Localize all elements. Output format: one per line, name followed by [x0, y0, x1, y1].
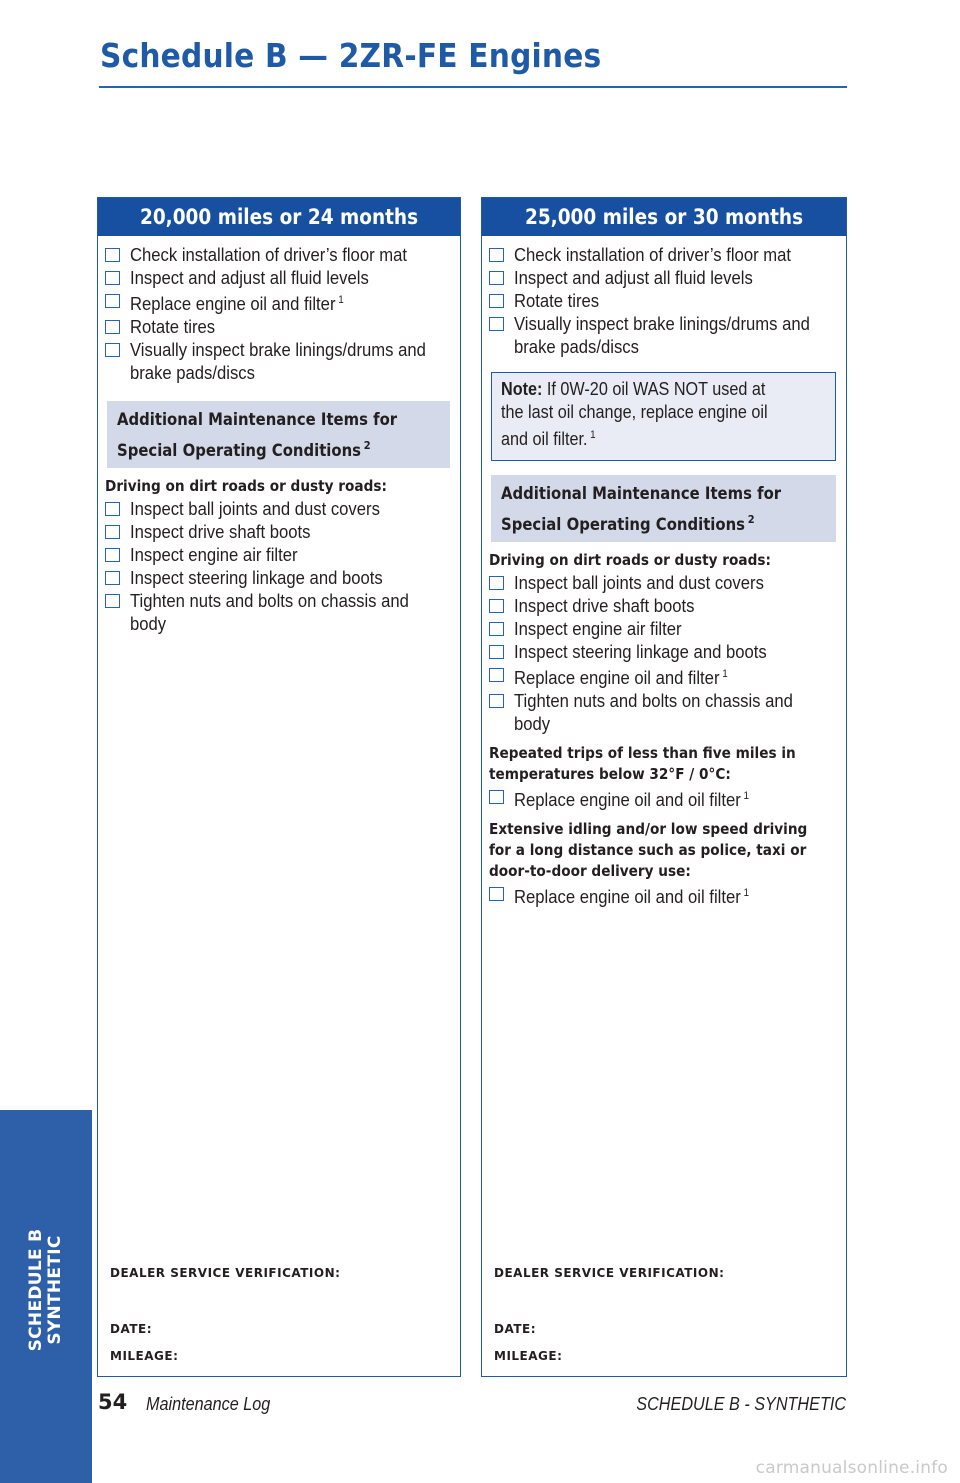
footer-section-title: Maintenance Log [146, 1394, 271, 1414]
checklist-item[interactable]: Inspect steering linkage and boots [105, 566, 454, 589]
checklist-item[interactable]: Inspect and adjust all fluid levels [489, 266, 840, 289]
date-label: DATE: [110, 1322, 152, 1336]
checklist-item[interactable]: Visually inspect brake linings/drums and brake pads/discs [489, 312, 840, 358]
checklist-item[interactable]: Inspect ball joints and dust covers [489, 571, 840, 594]
checklist [105, 243, 454, 384]
footnote-ref: 2 [747, 513, 755, 526]
checkbox[interactable] [489, 317, 504, 331]
footnote-ref: 1 [743, 790, 749, 802]
page-number: 54 [98, 1390, 128, 1414]
checkbox[interactable] [489, 694, 504, 708]
oil-note: Note: If 0W-20 oil WAS NOT used at the last oil change, replace engine oil and oil filter. $^1$ [491, 372, 836, 461]
condition-heading: Driving on dirt roads or dusty roads: [489, 551, 771, 569]
dealer-service-verification-label: DEALER SERVICE VERIFICATION: [110, 1266, 341, 1280]
checkbox[interactable] [105, 548, 120, 562]
checklist-item[interactable]: Visually inspect brake linings/drums and brake pads/discs [105, 338, 454, 384]
side-tab-label: SCHEDULE B SYNTHETIC [26, 1228, 65, 1352]
checkbox[interactable] [105, 343, 120, 357]
note-label: Note: [501, 379, 543, 399]
checkbox[interactable] [105, 320, 120, 334]
checklist-item[interactable]: Check installation of driver’s floor mat [489, 243, 840, 266]
interval-header: 25,000 miles or 30 months [482, 198, 846, 236]
dealer-service-verification-label: DEALER SERVICE VERIFICATION: [494, 1266, 725, 1280]
checkbox[interactable] [105, 594, 120, 608]
footer-schedule-label: SCHEDULE B - SYNTHETIC [636, 1394, 846, 1414]
checklist [489, 785, 840, 811]
checkbox[interactable] [105, 571, 120, 585]
checklist-item[interactable]: Replace engine oil and filter $^1$ [105, 289, 454, 315]
interval-body [482, 236, 846, 908]
checkbox[interactable] [489, 576, 504, 590]
checkbox[interactable] [105, 502, 120, 516]
checkbox[interactable] [105, 271, 120, 285]
checklist-item[interactable]: Rotate tires [489, 289, 840, 312]
checklist-item[interactable]: Inspect ball joints and dust covers [105, 497, 454, 520]
checkbox[interactable] [105, 525, 120, 539]
checklist-item[interactable]: Rotate tires [105, 315, 454, 338]
interval-20000-column [97, 197, 461, 1377]
checklist [489, 243, 840, 358]
checkbox[interactable] [489, 294, 504, 308]
checklist [489, 882, 840, 908]
footnote-ref: 1 [590, 429, 596, 441]
checklist-item[interactable]: Inspect steering linkage and boots [489, 640, 840, 663]
checklist-item[interactable]: Inspect drive shaft boots [489, 594, 840, 617]
additional-items-heading: Additional Maintenance Items for Special Operating Conditions $^2$ [107, 401, 450, 468]
title-rule [99, 86, 847, 88]
dealer-verification [110, 1266, 452, 1376]
checkbox[interactable] [105, 294, 120, 308]
checklist [105, 497, 454, 635]
checklist-item[interactable]: Inspect drive shaft boots [105, 520, 454, 543]
checklist-item[interactable]: Replace engine oil and filter $^1$ [489, 663, 840, 689]
footnote-ref: 1 [338, 294, 344, 306]
checkbox[interactable] [489, 645, 504, 659]
checklist-item[interactable]: Replace engine oil and oil filter $^1$ [489, 785, 840, 811]
checklist-item[interactable]: Tighten nuts and bolts on chassis and body [489, 689, 840, 735]
mileage-label: MILEAGE: [110, 1349, 179, 1363]
additional-items-heading: Additional Maintenance Items for Special Operating Conditions $^2$ [491, 475, 836, 542]
interval-body [98, 236, 460, 635]
checkbox[interactable] [105, 248, 120, 262]
interval-header: 20,000 miles or 24 months [98, 198, 460, 236]
condition-heading: Repeated trips of less than five miles in temperatures below 32°F / 0°C: [489, 744, 796, 783]
checkbox[interactable] [489, 271, 504, 285]
checklist-item[interactable]: Inspect engine air filter [489, 617, 840, 640]
checkbox[interactable] [489, 887, 504, 901]
page-title: Schedule B — 2ZR-FE Engines [100, 36, 602, 75]
footnote-ref: 2 [363, 439, 371, 452]
checklist-item[interactable]: Replace engine oil and oil filter $^1$ [489, 882, 840, 908]
footnote-ref: 1 [722, 668, 728, 680]
checklist-item[interactable]: Tighten nuts and bolts on chassis and body [105, 589, 454, 635]
checkbox[interactable] [489, 668, 504, 682]
checkbox[interactable] [489, 790, 504, 804]
mileage-label: MILEAGE: [494, 1349, 563, 1363]
checkbox[interactable] [489, 248, 504, 262]
date-label: DATE: [494, 1322, 536, 1336]
checklist [489, 571, 840, 735]
condition-heading: Extensive idling and/or low speed driving for a long distance such as police, taxi or door-to-door delivery use: [489, 820, 808, 880]
checkbox[interactable] [489, 599, 504, 613]
watermark: carmanualsonline.info [755, 1458, 948, 1478]
checklist-item[interactable]: Inspect engine air filter [105, 543, 454, 566]
checklist-item[interactable]: Check installation of driver’s floor mat [105, 243, 454, 266]
checkbox[interactable] [489, 622, 504, 636]
footnote-ref: 1 [743, 887, 749, 899]
dealer-verification [494, 1266, 838, 1376]
interval-25000-column [481, 197, 847, 1377]
condition-heading: Driving on dirt roads or dusty roads: [105, 477, 387, 495]
checklist-item[interactable]: Inspect and adjust all fluid levels [105, 266, 454, 289]
